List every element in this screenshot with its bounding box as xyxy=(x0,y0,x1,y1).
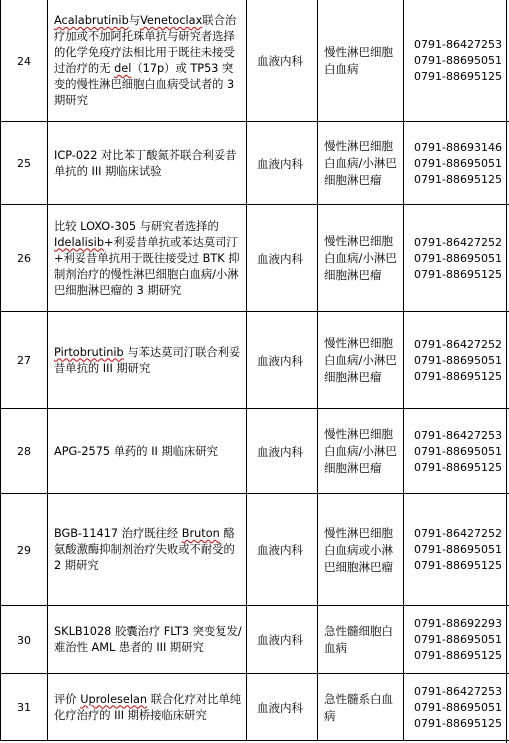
title-fragment: 联合治疗加或不加阿托珠单抗与研究者选择的化学免疫疗法相比用于既往未接受过治疗的无 xyxy=(54,14,237,75)
row-divider xyxy=(0,408,509,409)
title-fragment: 比较 LOXO-305 与研究者选择的 xyxy=(54,219,219,233)
department xyxy=(246,674,317,741)
contact-phones xyxy=(403,122,506,205)
phone-number: 0791-88695125 xyxy=(414,267,502,281)
underlined-term: del xyxy=(114,62,132,75)
phone-number: 0791-86427253 xyxy=(414,38,502,51)
trial-title-text xyxy=(54,624,243,656)
title-fragment: 与 xyxy=(128,14,141,27)
table-row xyxy=(0,674,509,741)
row-divider xyxy=(0,493,509,494)
row-number xyxy=(0,409,47,494)
department xyxy=(246,205,317,312)
phone-number: 0791-86427252 xyxy=(414,337,502,351)
department xyxy=(246,122,317,205)
row-divider xyxy=(0,605,509,606)
contact-phones xyxy=(403,0,506,122)
title-fragment: （17p）或 TP53 突变的慢性淋巴细胞白血病受试者的 3 期研究 xyxy=(54,62,235,107)
phone-number: 0791-88693146 xyxy=(414,140,502,154)
phone-number: 0791-88692293 xyxy=(414,617,502,630)
table-row xyxy=(0,312,509,409)
row-number xyxy=(0,606,47,674)
phone-number: 0791-88695051 xyxy=(414,444,502,458)
phone-number: 0791-88695125 xyxy=(414,172,502,186)
department xyxy=(246,0,317,122)
underlined-term: Uproleselan xyxy=(80,692,148,706)
row-number-text: 24 xyxy=(17,54,31,68)
contact-phones xyxy=(403,494,506,606)
disease-text: 慢性淋巴细胞白血病/小淋巴细胞淋巴瘤 xyxy=(324,234,397,282)
row-divider xyxy=(0,311,509,312)
row-divider xyxy=(0,673,509,674)
row-number-text: 25 xyxy=(17,157,31,170)
table-row xyxy=(0,606,509,674)
trial-title xyxy=(47,312,246,409)
row-number-text: 30 xyxy=(17,633,31,647)
underlined-term: Bruton xyxy=(181,527,220,540)
phone-number: 0791-88695125 xyxy=(414,559,502,572)
row-number xyxy=(0,0,47,122)
trial-title xyxy=(47,606,246,674)
trial-title-text xyxy=(54,692,243,724)
department-text: 血液内科 xyxy=(257,54,303,68)
department-text: 血液内科 xyxy=(257,700,303,715)
phone-number: 0791-88695051 xyxy=(414,700,502,714)
trial-title-text xyxy=(54,148,243,180)
underlined-term: Venetoclax xyxy=(140,14,203,27)
contact-phones xyxy=(403,312,506,409)
phone-number: 0791-88695051 xyxy=(414,543,502,556)
phone-number: 0791-86427253 xyxy=(414,428,502,442)
table-row xyxy=(0,409,509,494)
department-text: 血液内科 xyxy=(257,543,303,557)
phone-number: 0791-86427252 xyxy=(414,235,502,249)
underlined-term: Idelalisib xyxy=(54,235,104,249)
disease xyxy=(317,674,403,741)
title-fragment: 评价 xyxy=(54,692,81,706)
title-fragment: 联合化疗对比单纯化疗治疗的 III 期桥接临床研究 xyxy=(54,692,242,722)
title-fragment: +利妥昔单抗或苯达莫司汀+利妥昔单抗用于既往接受过 BTK 抑制剂治疗的慢性淋巴细胞白血病/小淋巴细胞淋巴瘤的 3 期研究 xyxy=(54,235,240,297)
trial-title-text xyxy=(54,444,218,460)
trial-title xyxy=(47,494,246,606)
contact-phones xyxy=(403,606,506,674)
phone-number: 0791-88695125 xyxy=(414,649,502,662)
trial-title xyxy=(47,122,246,205)
department-text: 血液内科 xyxy=(257,353,303,368)
disease-text: 急性髓系白血病 xyxy=(324,691,393,723)
phone-number: 0791-88695051 xyxy=(414,54,502,67)
trial-title-text xyxy=(54,526,243,574)
table-row xyxy=(0,494,509,606)
contact-phones xyxy=(403,205,506,312)
department xyxy=(246,409,317,494)
disease-text: 急性髓细胞白血病 xyxy=(324,624,393,655)
disease xyxy=(317,0,403,122)
phone-number: 0791-88695051 xyxy=(414,251,502,265)
disease xyxy=(317,205,403,312)
phone-number: 0791-88695051 xyxy=(414,633,502,646)
title-fragment: ICP-022 对比苯丁酸氮芥联合利妥昔单抗的 III 期临床试验 xyxy=(54,148,237,178)
disease-text: 慢性淋巴细胞白血病 xyxy=(324,45,393,76)
trial-title xyxy=(47,205,246,312)
phone-number: 0791-86427252 xyxy=(414,527,502,540)
phone-number: 0791-88695051 xyxy=(414,353,502,367)
row-number xyxy=(0,205,47,312)
department-text: 血液内科 xyxy=(257,251,303,266)
row-number xyxy=(0,122,47,205)
table-row xyxy=(0,205,509,312)
row-divider xyxy=(0,121,509,122)
row-divider xyxy=(0,204,509,205)
row-divider xyxy=(0,740,509,741)
department xyxy=(246,606,317,674)
row-number-text: 29 xyxy=(17,543,31,557)
row-number xyxy=(0,494,47,606)
title-fragment: SKLB1028 胶囊治疗 FLT3 突变复发/难治性 AML 患者的 III 期研究 xyxy=(54,625,242,654)
contact-phones xyxy=(403,674,506,741)
table-row xyxy=(0,0,509,122)
trial-title xyxy=(47,409,246,494)
department-text: 血液内科 xyxy=(257,156,303,171)
trial-title-text xyxy=(54,219,243,299)
row-number-text: 31 xyxy=(17,701,31,714)
disease-text: 慢性淋巴细胞白血病或小淋巴细胞淋巴瘤 xyxy=(324,525,393,574)
title-fragment: APG-2575 单药的 II 期临床研究 xyxy=(54,444,218,458)
title-fragment: BGB-11417 治疗既往经 xyxy=(54,527,182,540)
disease xyxy=(317,606,403,674)
phone-number: 0791-88695125 xyxy=(414,369,502,383)
disease xyxy=(317,122,403,205)
department xyxy=(246,312,317,409)
department-text: 血液内科 xyxy=(257,633,303,647)
underlined-term: Acalabrutinib xyxy=(54,14,129,27)
disease-text: 慢性淋巴细胞白血病/小淋巴细胞淋巴瘤 xyxy=(324,427,397,475)
underlined-term: Pirtobrutinib xyxy=(54,345,124,359)
row-number xyxy=(0,312,47,409)
disease xyxy=(317,312,403,409)
phone-number: 0791-86427253 xyxy=(414,684,502,698)
row-number xyxy=(0,674,47,741)
phone-number: 0791-88695051 xyxy=(414,156,502,170)
phone-number: 0791-88695125 xyxy=(414,460,502,474)
trial-title xyxy=(47,674,246,741)
phone-number: 0791-88695125 xyxy=(414,716,502,730)
department-text: 血液内科 xyxy=(257,444,303,459)
row-number-text: 26 xyxy=(17,252,31,265)
table-row xyxy=(0,122,509,205)
trial-title-text xyxy=(54,345,243,377)
disease-text: 慢性淋巴细胞白血病/小淋巴细胞淋巴瘤 xyxy=(324,139,397,187)
trial-title-text xyxy=(54,13,243,109)
disease-text: 慢性淋巴细胞白血病/小淋巴细胞淋巴瘤 xyxy=(324,336,397,384)
title-fragment: 与苯达莫司汀联合利妥昔单抗的 III 期研究 xyxy=(54,345,241,375)
row-number-text: 28 xyxy=(17,445,31,458)
department xyxy=(246,494,317,606)
table-right-border xyxy=(506,0,507,743)
disease xyxy=(317,494,403,606)
phone-number: 0791-88695125 xyxy=(414,70,502,83)
title-fragment: 酪氨酸激酶抑制剂治疗失败或不耐受的 2 期研究 xyxy=(54,527,235,572)
row-number-text: 27 xyxy=(17,354,31,367)
contact-phones xyxy=(403,409,506,494)
trial-title xyxy=(47,0,246,122)
disease xyxy=(317,409,403,494)
